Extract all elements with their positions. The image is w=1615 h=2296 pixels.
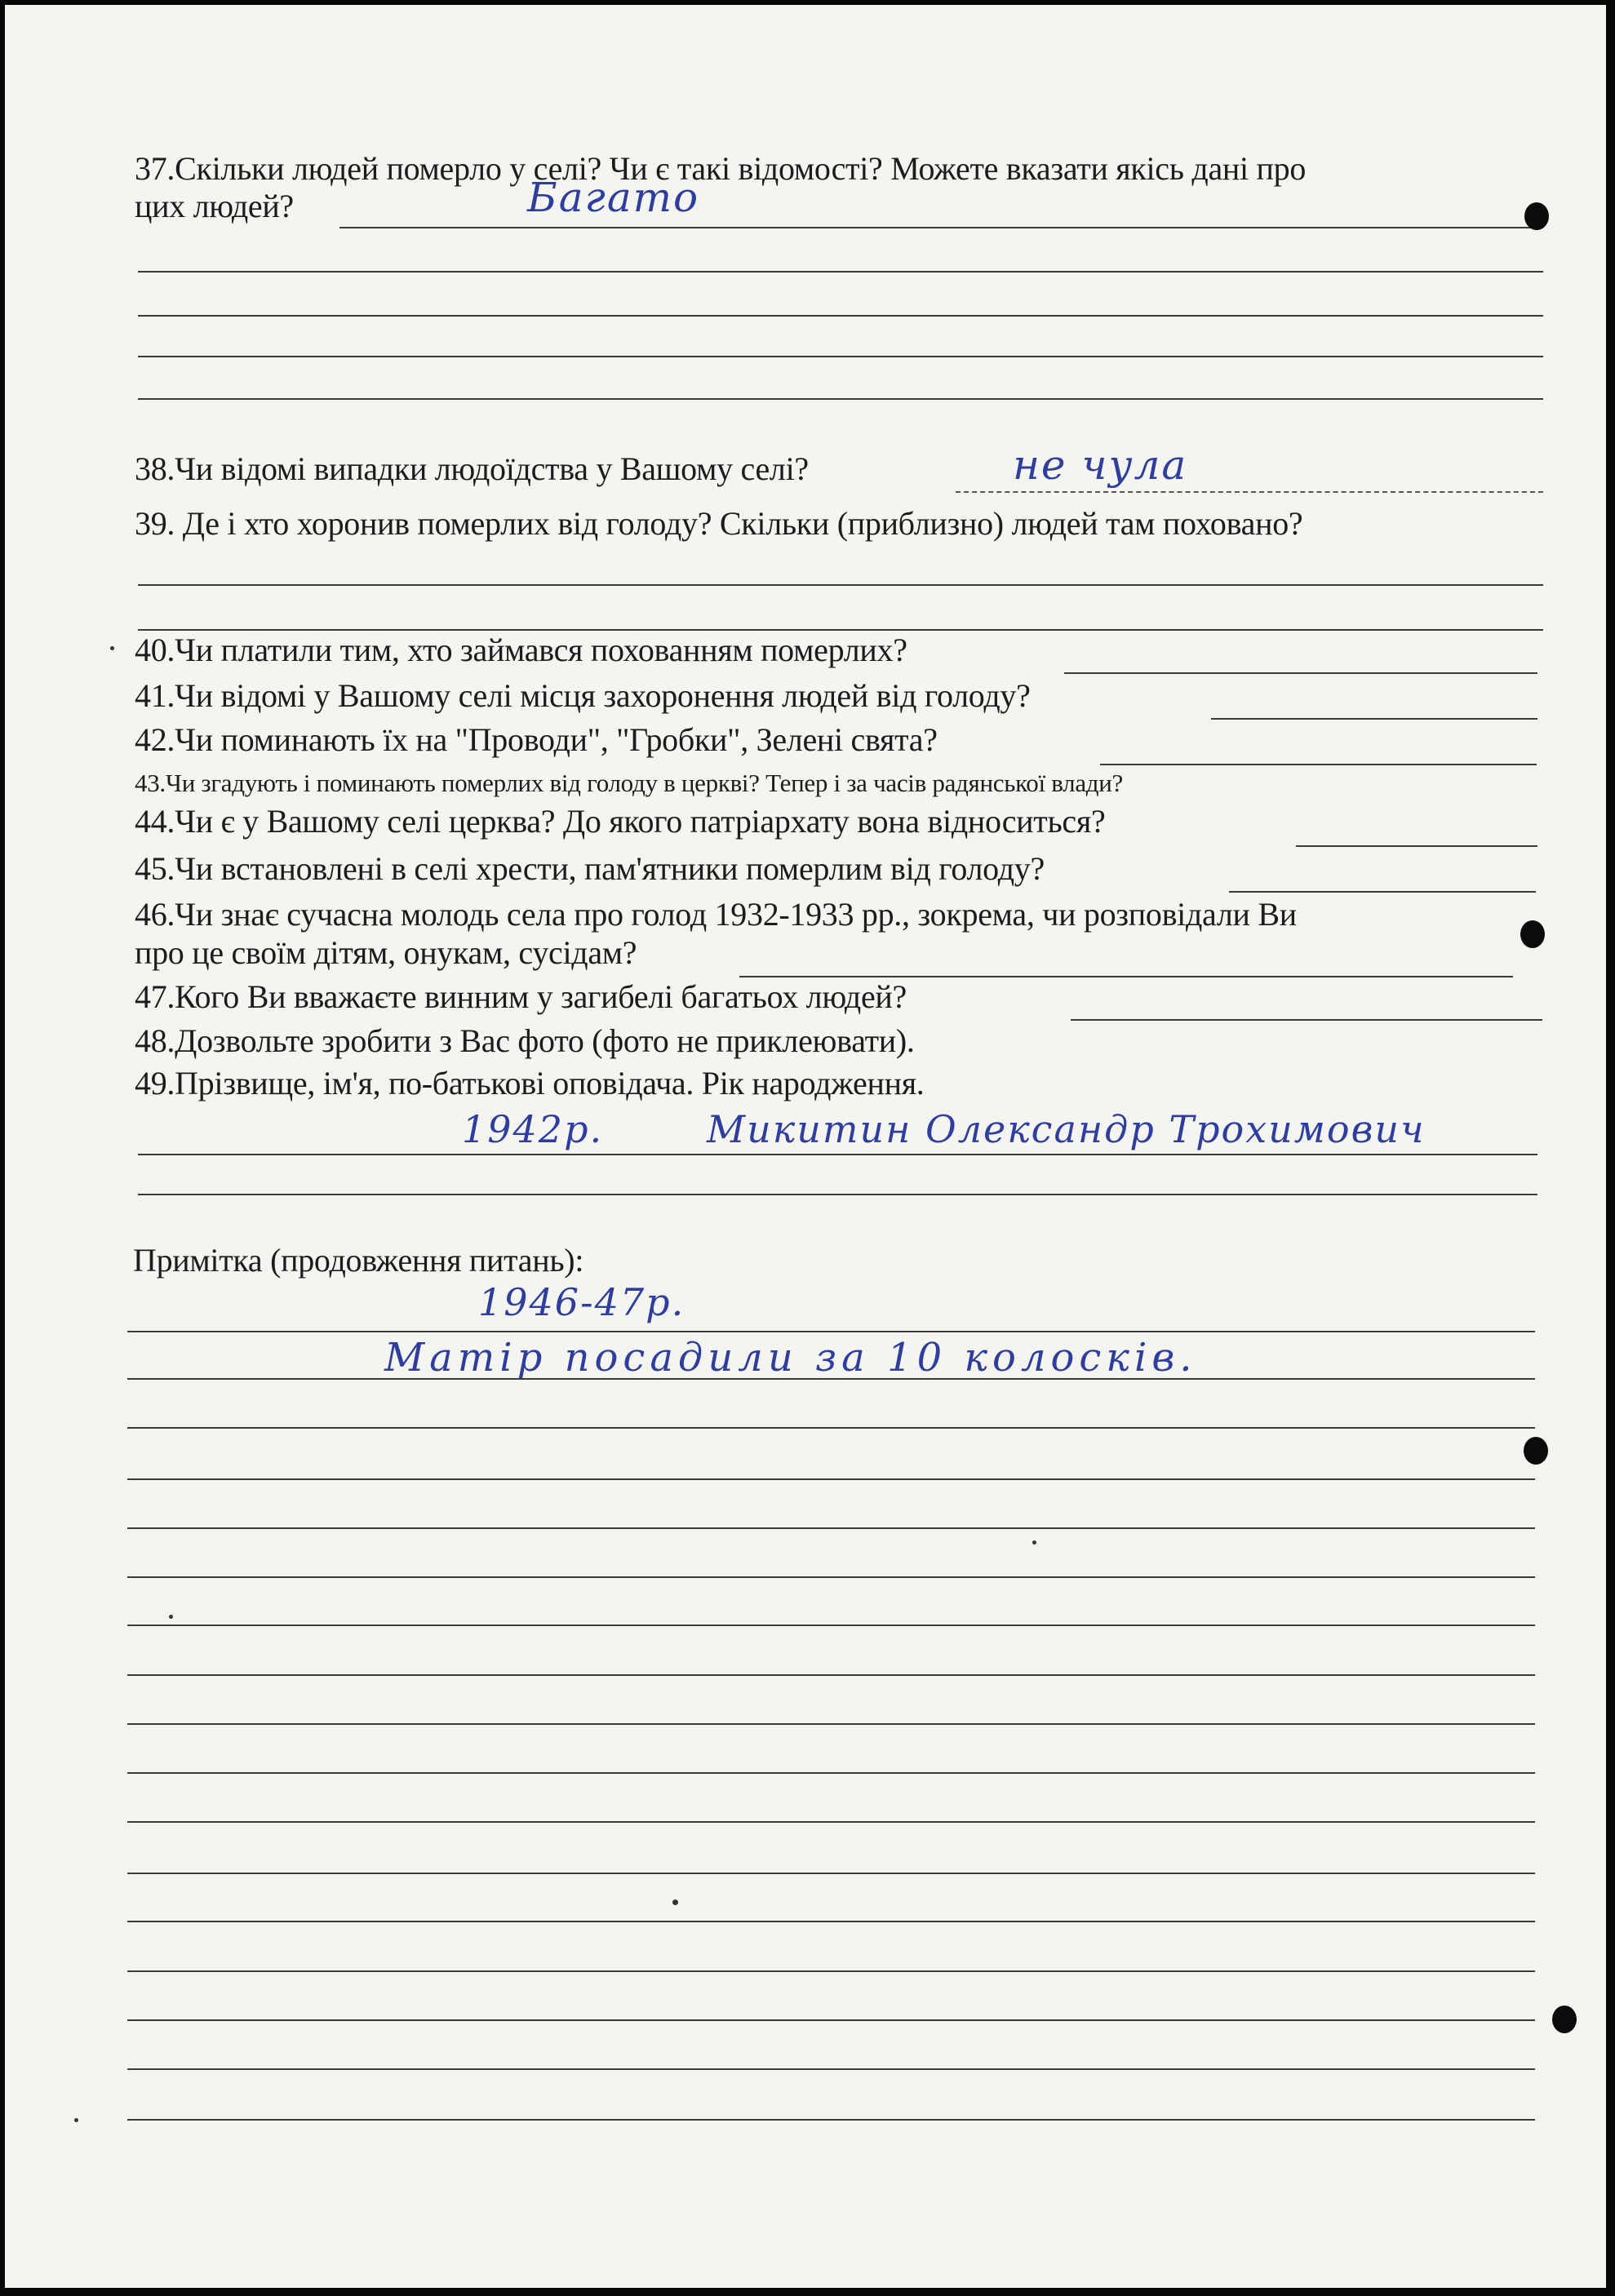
note-line [127, 1674, 1535, 1676]
answer-line [138, 271, 1543, 273]
question-39: 39. Де і хто хоронив померлих від голоду? Скільки (приблизно) людей там поховано? [135, 505, 1303, 542]
answer-line [339, 227, 1543, 228]
question-40: 40.Чи платили тим, хто займався похованням померлих? [135, 632, 907, 668]
answer-line [138, 1194, 1537, 1195]
question-42: 42.Чи поминають їх на "Проводи", "Гробки", Зелені свята? [135, 721, 938, 758]
punch-hole [1520, 920, 1545, 948]
paper-speck [110, 646, 114, 650]
answer-49-year-handwritten: 1942р. [462, 1107, 604, 1151]
note-line [127, 1624, 1535, 1626]
paper-speck [672, 1899, 678, 1905]
answer-line [1211, 718, 1537, 720]
note-line [127, 1873, 1535, 1874]
note-line [127, 1723, 1535, 1725]
answer-line [138, 1154, 1537, 1155]
punch-hole [1524, 1437, 1548, 1465]
questionnaire-page [5, 5, 1606, 2288]
question-38: 38.Чи відомі випадки людоїдства у Вашому селі? [135, 450, 809, 487]
question-45: 45.Чи встановлені в селі хрести, пам'ятники померлим від голоду? [135, 850, 1045, 887]
note-line [127, 1576, 1535, 1578]
answer-line [1296, 845, 1537, 847]
punch-hole [1524, 202, 1549, 230]
note-line [127, 1527, 1535, 1529]
note-line [127, 1331, 1535, 1332]
question-46-line1: 46.Чи знає сучасна молодь села про голод 1932-1933 рр., зокрема, чи розповідали Ви [135, 896, 1297, 933]
answer-line [138, 398, 1543, 400]
question-44: 44.Чи є у Вашому селі церква? До якого патріархату вона відноситься? [135, 803, 1106, 840]
paper-speck [169, 1615, 173, 1619]
note-line [127, 1378, 1535, 1380]
note-handwritten-line2: Матір посадили за 10 колосків. [384, 1335, 1197, 1381]
answer-37-handwritten: Багато [527, 174, 700, 221]
answer-line [138, 315, 1543, 317]
question-43: 43.Чи згадують і поминають померлих від голоду в церкві? Тепер і за часів радянської влади? [135, 769, 1124, 797]
question-47: 47.Кого Ви вважаєте винним у загибелі багатьох людей? [135, 978, 907, 1015]
answer-line [1071, 1019, 1542, 1021]
note-line [127, 1970, 1535, 1972]
note-line [127, 1921, 1535, 1922]
answer-49-name-handwritten: Микитин Олександр Трохимович [707, 1107, 1426, 1151]
note-line [127, 2119, 1535, 2121]
question-46-line2: про це своїм дітям, онукам, сусідам? [135, 934, 637, 971]
note-label: Примітка (продовження питань): [133, 1242, 584, 1279]
question-49: 49.Прізвище, ім'я, по-батькові оповідача. Рік народження. [135, 1065, 925, 1101]
question-37-line2: цих людей? [135, 188, 294, 224]
answer-line [138, 584, 1543, 586]
note-line [127, 1772, 1535, 1774]
question-41: 41.Чи відомі у Вашому селі місця захоронення людей від голоду? [135, 677, 1031, 714]
question-48: 48.Дозвольте зробити з Вас фото (фото не приклеювати). [135, 1022, 915, 1059]
note-line [127, 2019, 1535, 2021]
note-line [127, 1478, 1535, 1480]
paper-speck [1032, 1540, 1036, 1545]
answer-line [1064, 672, 1537, 674]
note-line [127, 2068, 1535, 2070]
answer-line [138, 356, 1543, 357]
paper-speck [74, 2118, 78, 2122]
note-handwritten-line1: 1946-47р. [478, 1280, 685, 1324]
note-line [127, 1427, 1535, 1429]
answer-38-handwritten: не чула [1013, 441, 1188, 489]
answer-line [956, 491, 1543, 493]
question-37-line1: 37.Скільки людей померло у селі? Чи є такі відомості? Можете вказати якісь дані про [135, 150, 1307, 187]
answer-line [1229, 891, 1536, 893]
answer-line [1100, 764, 1537, 765]
note-line [127, 1821, 1535, 1823]
punch-hole [1552, 2006, 1577, 2033]
